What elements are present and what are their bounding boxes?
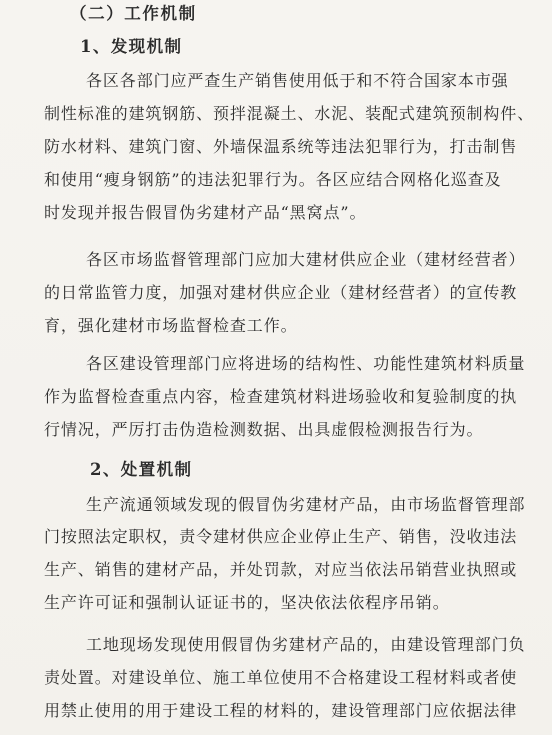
paragraph-line: 工地现场发现使用假冒伪劣建材产品的，由建设管理部门负 xyxy=(86,635,526,654)
paragraph-line: 防水材料、建筑门窗、外墙保温系统等违法犯罪行为，打击制售 xyxy=(44,137,518,156)
paragraph-line: 各区各部门应严查生产销售使用低于和不符合国家本市强 xyxy=(86,71,509,90)
paragraph-line: 门按照法定职权，责令建材供应企业停止生产、销售，没收违法 xyxy=(44,527,518,546)
paragraph-line: 和使用“瘦身钢筋”的违法犯罪行为。各区应结合网格化巡查及 xyxy=(44,170,502,189)
paragraph-line: 时发现并报告假冒伪劣建材产品“黑窝点”。 xyxy=(44,203,367,222)
paragraph-line: 责处置。对建设单位、施工单位使用不合格建设工程材料或者使 xyxy=(44,668,518,687)
paragraph-line: 各区市场监督管理部门应加大建材供应企业（建材经营者） xyxy=(86,250,526,269)
paragraph-line: 的日常监管力度，加强对建材供应企业（建材经营者）的宣传教 xyxy=(44,283,518,302)
heading-handling-mechanism: 2、处置机制 xyxy=(90,460,193,479)
paragraph-line: 行情况，严厉打击伪造检测数据、出具虚假检测报告行为。 xyxy=(44,420,484,439)
paragraph-line: 制性标准的建筑钢筋、预拌混凝土、水泥、装配式建筑预制构件、 xyxy=(44,104,535,123)
section-heading: （二）工作机制 xyxy=(70,4,197,23)
paragraph-line: 生产、销售的建材产品，并处罚款，对应当依法吊销营业执照或 xyxy=(44,560,518,579)
paragraph-line: 生产流通领域发现的假冒伪劣建材产品，由市场监督管理部 xyxy=(86,495,526,514)
paragraph-line: 各区建设管理部门应将进场的结构性、功能性建筑材料质量 xyxy=(86,354,526,373)
heading-discovery-mechanism: 1、发现机制 xyxy=(80,37,183,56)
paragraph-line: 育，强化建材市场监督检查工作。 xyxy=(44,316,298,335)
paragraph-line: 作为监督检查重点内容，检查建筑材料进场验收和复验制度的执 xyxy=(44,387,518,406)
paragraph-line: 生产许可证和强制认证证书的，坚决依法依程序吊销。 xyxy=(44,593,450,612)
paragraph-line: 用禁止使用的用于建设工程的材料的，建设管理部门应依据法律 xyxy=(44,701,518,720)
